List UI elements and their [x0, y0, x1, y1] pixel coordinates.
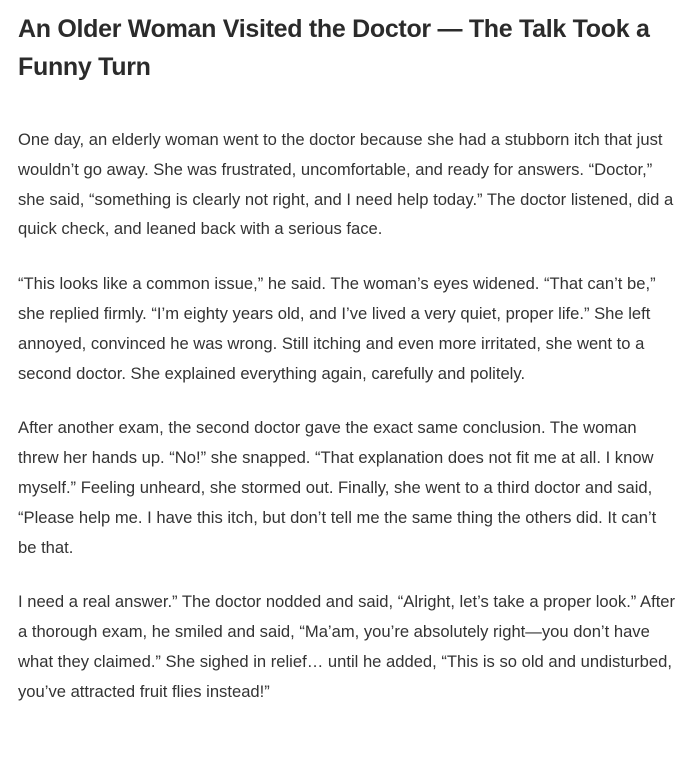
article-paragraph: One day, an elderly woman went to the doctor because she had a stubborn itch that just wouldn’t go away. She was frustrated, uncomfortable, and ready for answers. “Doctor,” she said, “something is clearly not right, and I need help today.” The doctor listened, did a quick check, and leaned back with a serious face. [18, 130, 674, 239]
article-paragraph: “This looks like a common issue,” he said. The woman’s eyes widened. “That can’t be,” she replied firmly. “I’m eighty years old, and I’ve lived a very quiet, proper life.” She left annoyed, convinced he was wrong. Still itching and even more irritated, she went to a second doctor. She explained everything again, carefully and politely. [18, 274, 656, 383]
article-paragraph: After another exam, the second doctor gave the exact same conclusion. The woman threw her hands up. “No!” she snapped. “That explanation does not fit me at all. I know myself.” Feeling unheard, she stormed out. Finally, she went to a third doctor and said, “Please help me. I have this itch, but don’t tell me the same thing the others did. It can’t be that. [18, 418, 657, 557]
article-paragraph: I need a real answer.” The doctor nodded and said, “Alright, let’s take a proper look.” After a thorough exam, he smiled and said, “Ma’am, you’re absolutely right—you don’t have what they claimed.” She sighed in relief… until he added, “This is so old and undisturbed, you’ve attracted fruit flies instead!” [18, 592, 676, 701]
article-title: An Older Woman Visited the Doctor — The Talk Took a Funny Turn [18, 15, 650, 81]
